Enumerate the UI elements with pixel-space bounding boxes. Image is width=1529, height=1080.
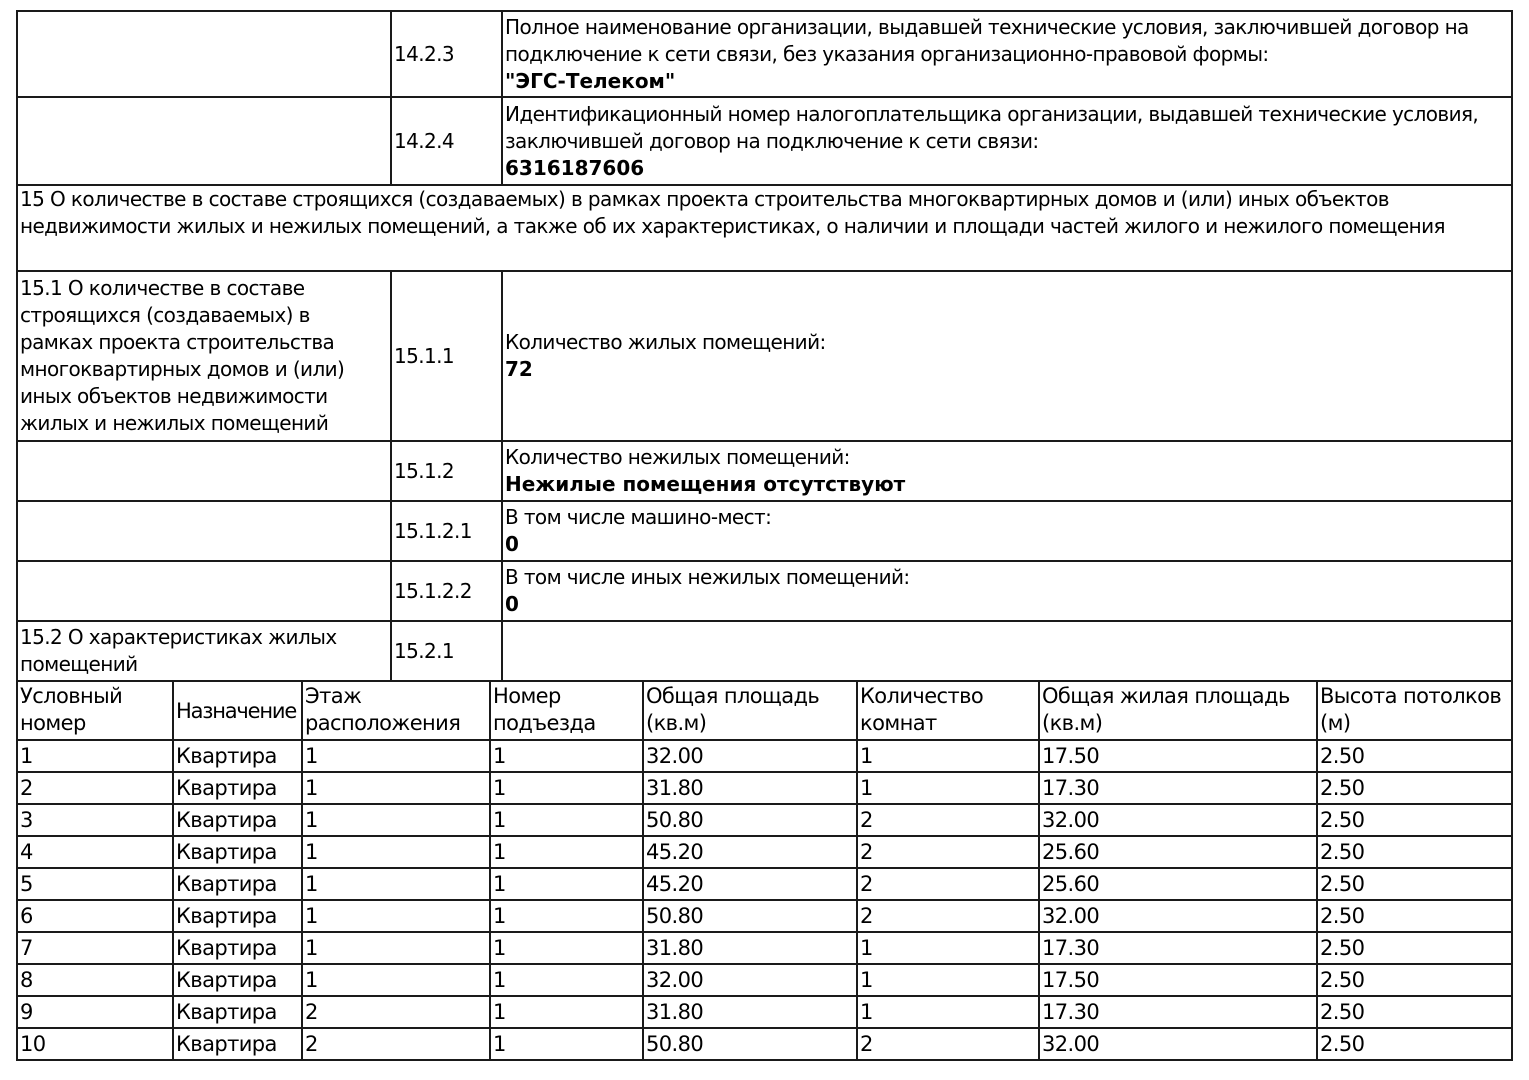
table-cell: 1: [302, 836, 490, 868]
section-15-title: 15 О количестве в составе строящихся (создаваемых) в рамках проекта строительства многоквартирных домов и (или) иных объектов недвижимости жилых и нежилых помещений, а также об их характеристиках, о наличии и площади частей жилого и нежилого помещения: [17, 185, 1512, 271]
table-cell: Квартира: [173, 836, 302, 868]
table-cell: 1: [490, 868, 643, 900]
table-cell: 1: [302, 740, 490, 772]
section-cell: [17, 97, 391, 185]
col-header: Количество комнат: [857, 681, 1039, 740]
table-cell: 2: [302, 1028, 490, 1060]
table-cell: 9: [17, 996, 173, 1028]
apartments-table: [16, 680, 1513, 1061]
item-content: [502, 271, 1512, 441]
table-cell: 1: [302, 964, 490, 996]
item-code: 15.2.1: [391, 621, 502, 681]
table-cell: 32.00: [1039, 804, 1317, 836]
table-cell: 4: [17, 836, 173, 868]
table-cell: 17.30: [1039, 772, 1317, 804]
table-cell: 31.80: [643, 932, 857, 964]
table-row: [17, 868, 1512, 900]
section-15-2-title: 15.2 О характеристиках жилых помещений: [17, 621, 391, 681]
table-cell: 1: [490, 964, 643, 996]
table-cell: 2.50: [1317, 932, 1512, 964]
item-label: Количество жилых помещений:: [505, 330, 826, 354]
row-15-1-2-1: [17, 501, 1512, 561]
table-cell: Квартира: [173, 900, 302, 932]
item-label: Полное наименование организации, выдавшей технические условия, заключившей договор на подключение к сети связи, без указания организационно-правовой формы:: [505, 14, 1469, 66]
table-cell: 1: [490, 740, 643, 772]
item-code: 15.1.1: [391, 271, 502, 441]
table-cell: 1: [490, 932, 643, 964]
item-label: Идентификационный номер налогоплательщика организации, выдавшей технические условия, заключившей договор на подключение к сети связи:: [505, 101, 1479, 153]
item-code: 14.2.3: [391, 11, 502, 97]
table-row: [17, 740, 1512, 772]
item-label: В том числе машино-мест:: [505, 505, 772, 529]
table-cell: 2: [857, 1028, 1039, 1060]
table-cell: 17.30: [1039, 932, 1317, 964]
row-14-2-4: [17, 97, 1512, 185]
table-cell: 1: [490, 900, 643, 932]
table-cell: 1: [857, 996, 1039, 1028]
table-row: [17, 932, 1512, 964]
col-header: Этаж расположения: [302, 681, 490, 740]
section-15-1-title: 15.1 О количестве в составе строящихся (создаваемых) в рамках проекта строительства многоквартирных домов и (или) иных объектов недвижимости жилых и нежилых помещений: [17, 271, 391, 441]
table-cell: 1: [17, 740, 173, 772]
table-cell: Квартира: [173, 964, 302, 996]
row-15-1-1: [17, 271, 1512, 441]
section-cell: [17, 501, 391, 561]
table-row: [17, 964, 1512, 996]
table-cell: 3: [17, 804, 173, 836]
table-cell: 50.80: [643, 900, 857, 932]
table-cell: 2: [857, 868, 1039, 900]
table-row: [17, 1028, 1512, 1060]
table-cell: 32.00: [1039, 1028, 1317, 1060]
section-15-header: [17, 185, 1512, 271]
table-cell: 1: [857, 772, 1039, 804]
table-row: [17, 804, 1512, 836]
table-cell: 17.30: [1039, 996, 1317, 1028]
item-value: 0: [505, 532, 519, 556]
section-cell: [17, 11, 391, 97]
table-cell: 2.50: [1317, 836, 1512, 868]
table-cell: 5: [17, 868, 173, 900]
table-cell: 1: [857, 932, 1039, 964]
item-content: [502, 621, 1512, 681]
table-cell: 1: [302, 868, 490, 900]
table-cell: 10: [17, 1028, 173, 1060]
table-cell: Квартира: [173, 772, 302, 804]
table-cell: 50.80: [643, 1028, 857, 1060]
table-cell: 2.50: [1317, 868, 1512, 900]
item-content: [502, 561, 1512, 621]
document-page: [16, 10, 1513, 1061]
table-cell: 2: [302, 996, 490, 1028]
item-content: [502, 501, 1512, 561]
table-cell: 17.50: [1039, 964, 1317, 996]
table-cell: 17.50: [1039, 740, 1317, 772]
table-cell: 2: [857, 836, 1039, 868]
table-cell: Квартира: [173, 740, 302, 772]
item-label: Количество нежилых помещений:: [505, 445, 850, 469]
table-cell: 2.50: [1317, 964, 1512, 996]
item-value: Нежилые помещения отсутствуют: [505, 472, 906, 496]
row-15-1-2: [17, 441, 1512, 501]
item-code: 15.1.2.2: [391, 561, 502, 621]
row-15-2-1: [17, 621, 1512, 681]
table-cell: 31.80: [643, 772, 857, 804]
table-cell: 25.60: [1039, 836, 1317, 868]
table-cell: 32.00: [643, 740, 857, 772]
table-cell: 2: [857, 804, 1039, 836]
table-cell: 25.60: [1039, 868, 1317, 900]
col-header: Высота потолков (м): [1317, 681, 1512, 740]
table-cell: 2.50: [1317, 804, 1512, 836]
table-row: [17, 772, 1512, 804]
table-cell: 2.50: [1317, 996, 1512, 1028]
table-cell: 1: [302, 804, 490, 836]
item-code: 14.2.4: [391, 97, 502, 185]
row-14-2-3: [17, 11, 1512, 97]
table-cell: 2.50: [1317, 772, 1512, 804]
item-value: "ЭГС-Телеком": [505, 68, 676, 93]
table-cell: 1: [490, 836, 643, 868]
table-cell: 2: [857, 900, 1039, 932]
item-value: 6316187606: [505, 155, 645, 180]
table-cell: 50.80: [643, 804, 857, 836]
row-15-1-2-2: [17, 561, 1512, 621]
table-cell: 1: [302, 772, 490, 804]
table-row: [17, 900, 1512, 932]
table-cell: 2.50: [1317, 1028, 1512, 1060]
item-content: [502, 441, 1512, 501]
item-value: 72: [505, 357, 533, 381]
section-cell: [17, 441, 391, 501]
table-cell: 45.20: [643, 836, 857, 868]
table-cell: 32.00: [643, 964, 857, 996]
table-cell: Квартира: [173, 1028, 302, 1060]
table-cell: 7: [17, 932, 173, 964]
table-cell: 1: [857, 740, 1039, 772]
table-cell: 1: [490, 1028, 643, 1060]
table-cell: 1: [490, 772, 643, 804]
table-cell: 31.80: [643, 996, 857, 1028]
table-cell: 2.50: [1317, 740, 1512, 772]
table-cell: 8: [17, 964, 173, 996]
table-cell: 1: [302, 932, 490, 964]
table-cell: 32.00: [1039, 900, 1317, 932]
col-header: Общая жилая площадь (кв.м): [1039, 681, 1317, 740]
col-header: Назначение: [173, 681, 302, 740]
table-cell: 1: [302, 900, 490, 932]
table-row: [17, 836, 1512, 868]
item-content: [502, 97, 1512, 185]
table-cell: Квартира: [173, 932, 302, 964]
table-cell: Квартира: [173, 804, 302, 836]
table-cell: 6: [17, 900, 173, 932]
table-row: [17, 996, 1512, 1028]
section-cell: [17, 561, 391, 621]
table-cell: 45.20: [643, 868, 857, 900]
item-label: В том числе иных нежилых помещений:: [505, 565, 910, 589]
table-cell: 1: [490, 996, 643, 1028]
item-code: 15.1.2: [391, 441, 502, 501]
table-cell: Квартира: [173, 868, 302, 900]
col-header: Условный номер: [17, 681, 173, 740]
apartments-table-body: [17, 740, 1512, 1060]
item-value: 0: [505, 592, 519, 616]
table-cell: 2: [17, 772, 173, 804]
declaration-table: [16, 10, 1513, 682]
table-cell: Квартира: [173, 996, 302, 1028]
col-header: Номер подъезда: [490, 681, 643, 740]
table-cell: 2.50: [1317, 900, 1512, 932]
table-cell: 1: [490, 804, 643, 836]
item-code: 15.1.2.1: [391, 501, 502, 561]
item-content: [502, 11, 1512, 97]
table-cell: 1: [857, 964, 1039, 996]
table-header-row: [17, 681, 1512, 740]
col-header: Общая площадь (кв.м): [643, 681, 857, 740]
